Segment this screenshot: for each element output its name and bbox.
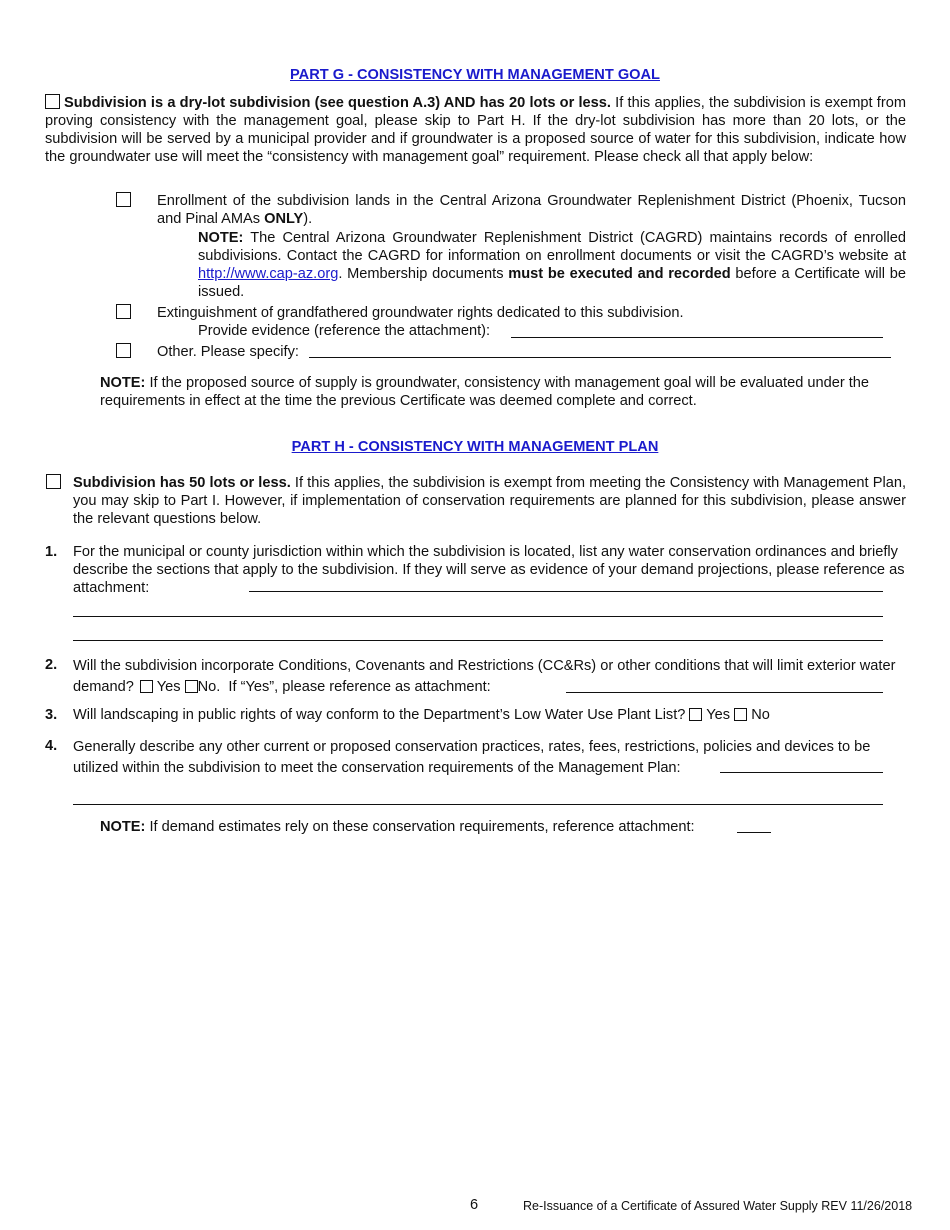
q3-number: 3. <box>45 707 58 723</box>
part-g-intro <box>45 94 906 166</box>
q1-answer-line-1[interactable] <box>249 591 883 592</box>
cagrd-website-link[interactable]: http://www.cap-az.org <box>198 266 339 282</box>
fifty-lots-checkbox[interactable] <box>46 474 61 489</box>
option-cagrd-only: ONLY <box>264 211 304 227</box>
q1-number: 1. <box>45 544 58 560</box>
goal-note-label: NOTE: <box>100 375 146 391</box>
part-h-intro-bold: Subdivision has 50 lots or less. <box>73 475 291 491</box>
q3-yes-checkbox[interactable] <box>689 708 702 721</box>
part-h-intro-text: If this applies, the subdivision is exempt from meeting the Consistency with Management Plan, you may skip to Part I. However, if implementation of conservation requirements are planned for this subdivision, please answer the relevant questions below. <box>73 475 906 527</box>
q3-no-label: No <box>751 707 770 723</box>
q1-answer-line-2[interactable] <box>73 616 883 617</box>
option-cagrd-text: Enrollment of the subdivision lands in the Central Arizona Groundwater Replenishment District (Phoenix, Tucson and Pinal AMAs <box>157 193 906 227</box>
cagrd-note-bold: must be executed and recorded <box>508 266 731 282</box>
q1-text: For the municipal or county jurisdiction within which the subdivision is located, list any water conservation ordinances and briefly describe the sections that apply to the subdivision. If they will serve as evidence of your demand projections, please reference as attachment: <box>73 544 905 596</box>
q4-answer-line-1[interactable] <box>720 772 883 773</box>
demand-note-text: If demand estimates rely on these conservation requirements, reference attachment: <box>145 819 695 835</box>
option-grandfathered-rights: Extinguishment of grandfathered groundwater rights dedicated to this subdivision. <box>157 305 684 321</box>
part-g-intro-bold: Subdivision is a dry-lot subdivision (see question A.3) AND has 20 lots or less. <box>64 95 611 111</box>
evidence-label: Provide evidence (reference the attachment): <box>198 323 491 339</box>
cagrd-enrollment-checkbox[interactable] <box>116 192 131 207</box>
dry-lot-checkbox[interactable] <box>45 94 60 109</box>
q3-yes-label: Yes <box>706 707 731 723</box>
q2-no-checkbox[interactable] <box>185 680 198 693</box>
q2-question: Will the subdivision incorporate Conditions, Covenants and Restrictions (CC&Rs) or other conditions that will limit exterior water demand? <box>73 658 896 695</box>
cagrd-note-text: The Central Arizona Groundwater Replenishment District (CAGRD) maintains records of enrolled subdivisions. Contact the CAGRD for information on enrollment documents or visit the CAGRD’s website at <box>198 230 906 264</box>
q4-number: 4. <box>45 738 58 754</box>
footer-document-title: Re-Issuance of a Certificate of Assured Water Supply REV 11/26/2018 <box>523 1199 913 1213</box>
demand-note <box>100 818 695 836</box>
q2-yes-checkbox[interactable] <box>140 680 153 693</box>
part-g-intro-text: If this applies, the subdivision is exempt from proving consistency with the management goal, please skip to Part H. If the dry-lot subdivision has more than 20 lots, or the subdivision will be served by a municipal provider and if groundwater is a proposed source of water for this subdivision, indicate how the groundwater use will meet the “consistency with management goal” requirement. Please check all that apply below: <box>45 95 906 165</box>
q3-no-checkbox[interactable] <box>734 708 747 721</box>
goal-note-text: If the proposed source of supply is groundwater, consistency with management goal will be evaluated under the requirements in effect at the time the previous Certificate was deemed complete and correct. <box>100 375 870 409</box>
q2-yes-label: Yes <box>156 679 181 695</box>
q4-text: Generally describe any other current or proposed conservation practices, rates, fees, restrictions, policies and devices to be utilized within the subdivision to meet the conservation requirements of the Management Plan: <box>73 739 871 776</box>
cagrd-note-label: NOTE: <box>198 230 244 246</box>
q1-answer-line-3[interactable] <box>73 640 883 641</box>
evidence-attachment-field[interactable] <box>511 337 883 338</box>
q2-reference-label: If “Yes”, please reference as attachment: <box>228 679 491 695</box>
option-cagrd-enrollment <box>157 192 906 228</box>
goal-note <box>100 374 906 410</box>
demand-attachment-field[interactable] <box>737 832 771 833</box>
part-g-title: PART G - CONSISTENCY WITH MANAGEMENT GOAL <box>290 67 660 83</box>
cagrd-note-text-2: . Membership documents <box>338 266 509 282</box>
q3-question: Will landscaping in public rights of way conform to the Department’s Low Water Use Plant List? <box>73 707 686 723</box>
part-h-title: PART H - CONSISTENCY WITH MANAGEMENT PLAN <box>291 439 659 455</box>
other-checkbox[interactable] <box>116 343 131 358</box>
q2-number: 2. <box>45 657 58 673</box>
option-other: Other. Please specify: <box>157 344 299 360</box>
part-h-intro <box>73 474 906 528</box>
q3-text <box>73 706 906 724</box>
grandfathered-rights-checkbox[interactable] <box>116 304 131 319</box>
demand-note-label: NOTE: <box>100 819 146 835</box>
page-number: 6 <box>470 1197 479 1213</box>
cagrd-note <box>198 229 906 301</box>
q2-no-label: No. <box>197 679 221 695</box>
cagrd-note-text-3: before a Certificate will be issued. <box>198 266 906 300</box>
q2-attachment-field[interactable] <box>566 692 883 693</box>
option-cagrd-text-end: ). <box>303 211 313 227</box>
other-specify-field[interactable] <box>309 357 891 358</box>
q4-answer-line-2[interactable] <box>73 804 883 805</box>
